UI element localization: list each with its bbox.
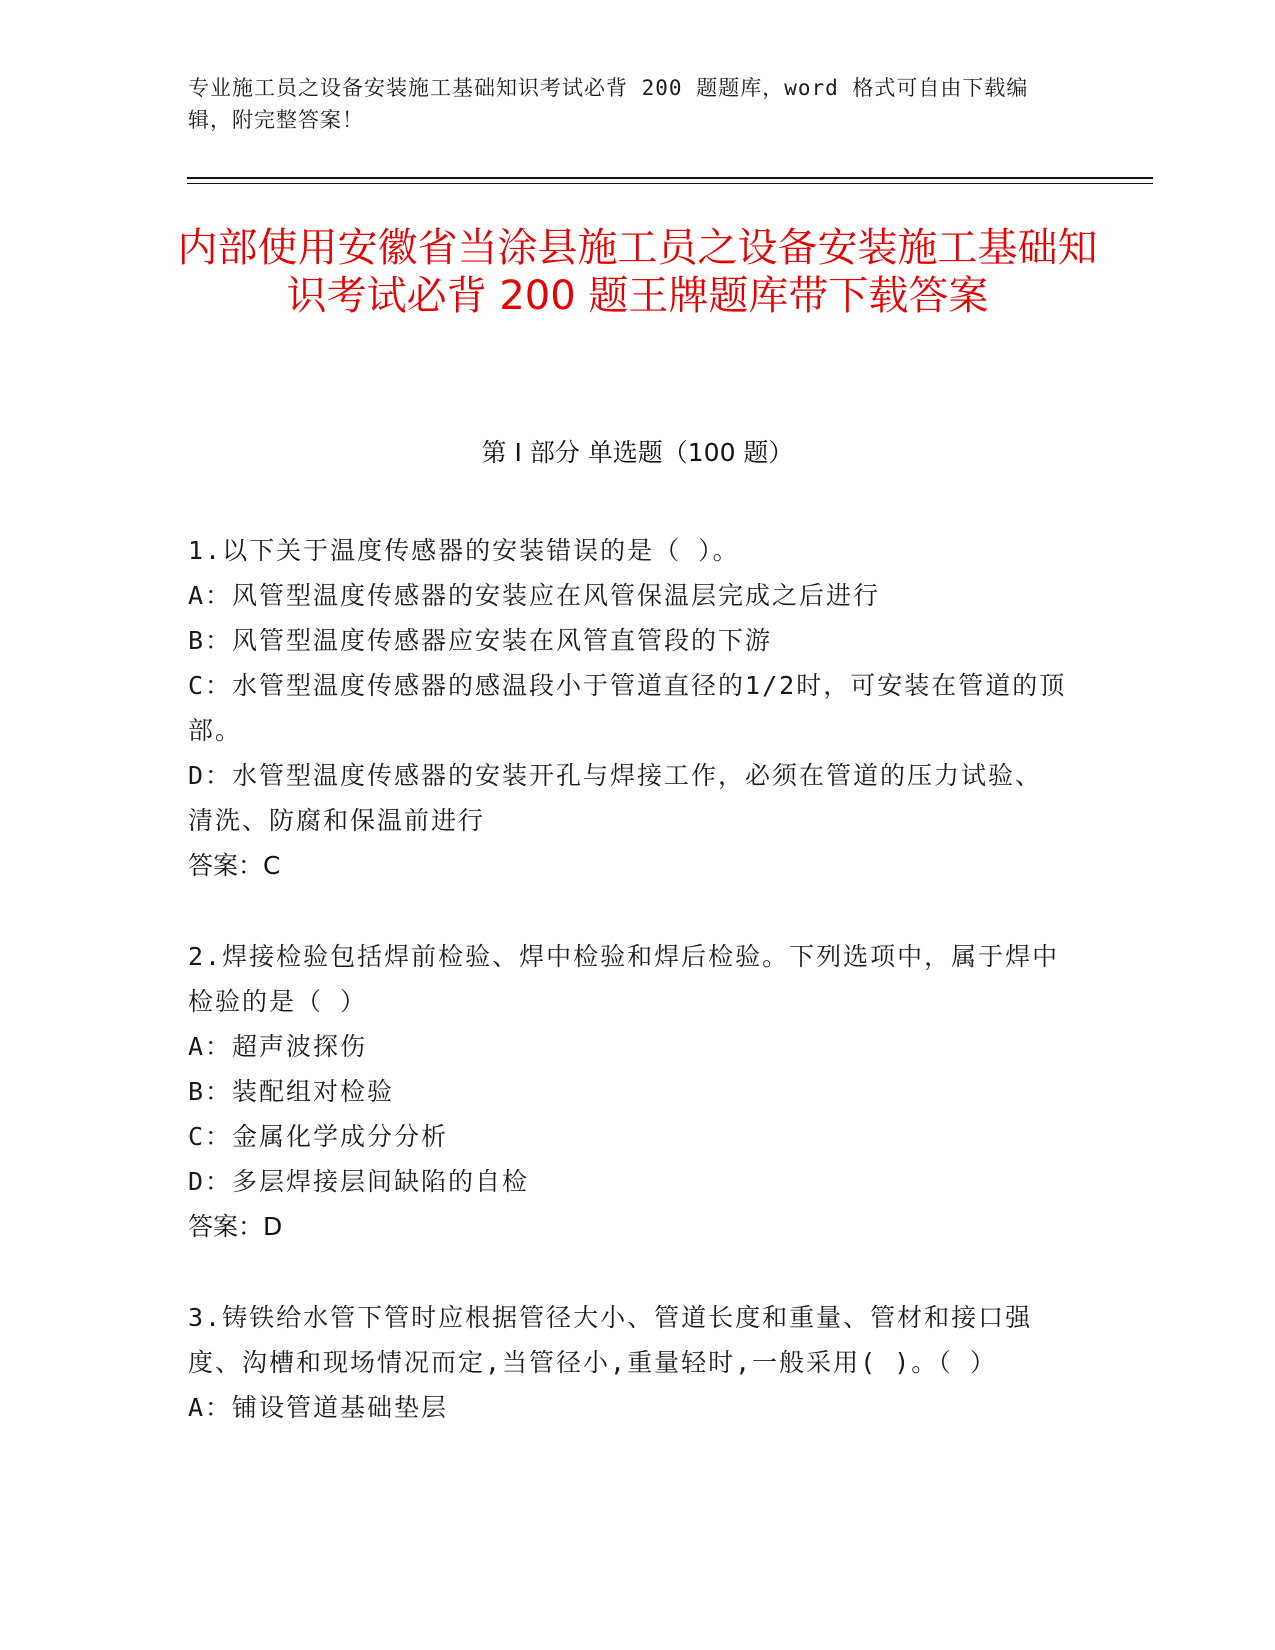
question-stem: 2.焊接检验包括焊前检验、焊中检验和焊后检验。下列选项中，属于焊中检验的是（ ） — [188, 942, 1060, 1016]
option-c: C：水管型温度传感器的感温段小于管道直径的1/2时，可安装在管道的顶部。 — [188, 671, 1067, 745]
header-divider-thick — [187, 177, 1153, 179]
answer-label: 答案：D — [188, 1212, 283, 1241]
question-list — [188, 528, 1068, 1476]
answer-label: 答案：C — [188, 851, 281, 880]
header-note: 专业施工员之设备安装施工基础知识考试必背 200 题题库，word 格式可自由下载编辑，附完整答案！ — [188, 76, 1029, 132]
question-3 — [188, 1295, 1068, 1430]
option-b: B：装配组对检验 — [188, 1077, 395, 1106]
option-b: B：风管型温度传感器应安装在风管直管段的下游 — [188, 626, 773, 655]
option-a: A：风管型温度传感器的安装应在风管保温层完成之后进行 — [188, 581, 881, 610]
section-title: 第 I 部分 单选题（100 题） — [481, 438, 794, 467]
option-a: A：铺设管道基础垫层 — [188, 1393, 449, 1422]
option-c: C：金属化学成分分析 — [188, 1122, 449, 1151]
document-title: 内部使用安徽省当涂县施工员之设备安装施工基础知识考试必背 200 题王牌题库带下载答案 — [177, 225, 1098, 319]
option-d: D：多层焊接层间缺陷的自检 — [188, 1167, 530, 1196]
question-1 — [188, 528, 1068, 888]
question-stem: 3.铸铁给水管下管时应根据管径大小、管道长度和重量、管材和接口强度、沟槽和现场情况而定,当管径小,重量轻时,一般采用( )。（ ） — [188, 1303, 1033, 1377]
question-2 — [188, 934, 1068, 1249]
header-divider-thin — [187, 183, 1153, 184]
option-a: A：超声波探伤 — [188, 1032, 368, 1061]
question-stem: 1.以下关于温度传感器的安装错误的是（ ）。 — [188, 536, 740, 565]
option-d: D：水管型温度传感器的安装开孔与焊接工作，必须在管道的压力试验、清洗、防腐和保温前进行 — [188, 761, 1043, 835]
